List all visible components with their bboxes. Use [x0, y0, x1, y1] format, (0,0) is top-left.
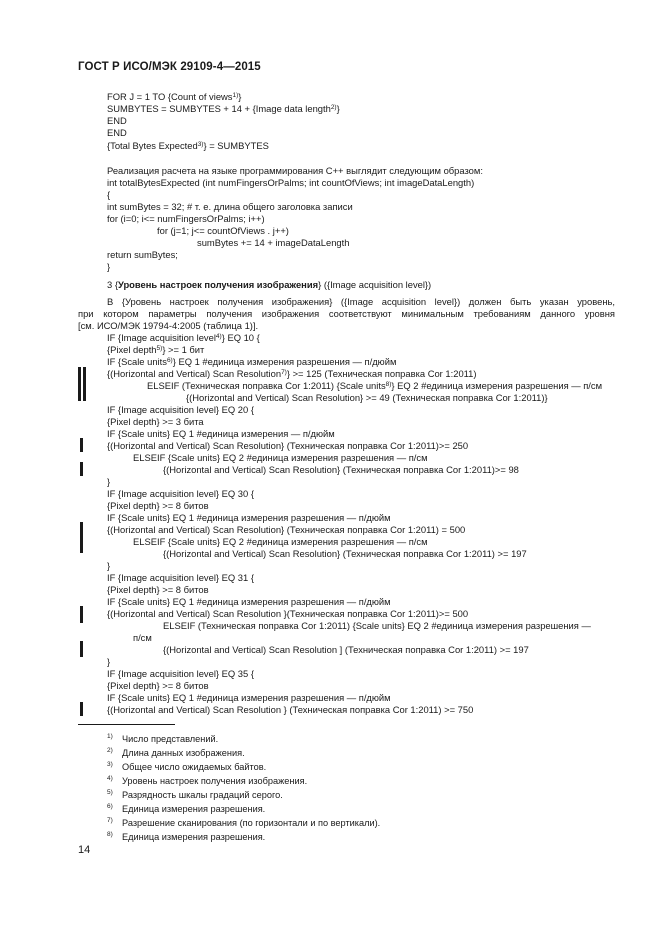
rule-line: IF {Image acquisition level} EQ 30 {: [107, 488, 254, 499]
change-bar: [80, 522, 83, 553]
cpp-line: for (i=0; i<= numFingersOrPalms; i++): [107, 213, 265, 224]
code-line-sumbytes: SUMBYTES = SUMBYTES + 14 + {Image data length$^{2)}$}: [107, 103, 340, 114]
code-line-total: {Total Bytes Expected$^{3)}$} = SUMBYTES: [107, 140, 269, 151]
change-bar: [78, 367, 81, 401]
rule-line: IF {Image acquisition level} EQ 31 {: [107, 572, 254, 583]
rule-line: {(Horizontal and Vertical) Scan Resolution} >= 49 (Техническая поправка Cor 1:2011)}: [186, 392, 548, 403]
rule-line: {(Horizontal and Vertical) Scan Resolution} (Техническая поправка Cor 1:2011) = 500: [107, 524, 466, 535]
code-line-end: END: [107, 127, 127, 138]
rule-line: п/см: [133, 632, 152, 643]
rule-line: {Pixel depth} >= 8 битов: [107, 680, 209, 691]
document-page: ГОСТ Р ИСО/МЭК 29109-4—2015 FOR J = 1 TO {Count of views$^{1)}$} SUMBYTES = SUMBYTES + 14 + {Image data length$^{2)}$} END END {Total Bytes Expected$^{3)}$} = SUMBYTES Реализация расчета на языке программирования С++ выглядит следующим образом: int totalBytesExpected (int numFingersOrPalms; int countOfViews; int imageDataLength) { int sumBytes = 32; # т. е. длина общего заголовка записи for (i=0; i<= numFingersOrPalms; i++) for (j=1; j<= countOfViews . j++) sumBytes += 14 + imageDataLength return sumBytes; } 3 {Уровень настроек получения изображения} ({Image acquisition level}) В {Уровень настроек получения изображения} ({Image acquisition level}) должен быть указан уровень, при котором параметры получения изображения соответствуют минимальным требованиям данного уровня [см. ИСО/МЭК 19794-4:2005 (таблица 1)]. IF {Image acquisition level$^{4)}$} EQ 10 { {Pixel depth$^{5)}$} >= 1 бит IF {Scale units$^{6)}$} EQ 1 #единица измерения разрешения — п/дюйм {(Horizontal and Vertical) Scan Resolution$^{7)}$} >= 125 (Техническая поправка Cor 1:2011) ELSEIF (Техническая поправка Cor 1:2011) {Scale units$^{8)}$} EQ 2 #единица измерения разрешения — п/см {(Horizontal and Vertical) Scan Resolution} >= 49 (Техническая поправка Cor 1:2011)} IF {Image acquisition level} EQ 20 { {Pixel depth} >= 3 бита IF {Scale units} EQ 1 #единица измерения — п/дюйм {(Horizontal and Vertical) Scan Resolution} (Техническая поправка Cor 1:2011)>= 250 ELSEIF {Scale units} EQ 2 #единица измерения разрешения — п/см {(Horizontal and Vertical) Scan Resolution} (Техническая поправка Cor 1:2011)>= 98 } IF {Image acquisition level} EQ 30 { {Pixel depth} >= 8 битов IF {Scale units} EQ 1 #единица измерения разрешения — п/дюйм {(Horizontal and Vertical) Scan Resolution} (Техническая поправка Cor 1:2011) = 500 ELSEIF {Scale units} EQ 2 #единица измерения разрешения — п/см {(Horizontal and Vertical) Scan Resolution} (Техническая поправка Cor 1:2011) >= 197 } IF {Image acquisition level} EQ 31 { {Pixel depth} >= 8 битов IF {Scale units} EQ 1 #единица измерения разрешения — п/дюйм {(Horizontal and Vertical) Scan Resolution }(Техническая поправка Cor 1:2011)>= 500 ELSEIF (Техническая поправка Cor 1:2011) {Scale units} EQ 2 #единица измерения разрешения — п/см {(Horizontal and Vertical) Scan Resolution ] (Техническая поправка Cor 1:2011) >= 197 } IF {Image acquisition level} EQ 35 { {Pixel depth} >= 8 битов IF {Scale units} EQ 1 #единица измерения разрешения — п/дюйм {(Horizontal and Vertical) Scan Resolution } (Техническая поправка Cor 1:2011) >= 750 1) Число представлений. 2) Длина данных изображения. 3) Общее число ожидаемых байтов. 4) Уровень настроек получения изображения. 5) Разрядность шкалы градаций серого. 6) Единица измерения разрешения. 7) Разрешение сканирования (по горизонтали и по вертикали). 8) Единица измерения разрешения. 14: [78, 61, 615, 856]
rule-line: {Pixel depth} >= 8 битов: [107, 500, 209, 511]
change-bar: [80, 702, 83, 716]
change-bar: [80, 606, 83, 623]
rule-line: {(Horizontal and Vertical) Scan Resolution} (Техническая поправка Cor 1:2011)>= 98: [163, 464, 519, 475]
rule-line: IF {Image acquisition level} EQ 20 {: [107, 404, 254, 415]
change-bar: [83, 367, 86, 401]
rule-line: IF {Scale units} EQ 1 #единица измерения разрешения — п/дюйм: [107, 692, 391, 703]
rule-line: {(Horizontal and Vertical) Scan Resolution} (Техническая поправка Cor 1:2011) >= 197: [163, 548, 527, 559]
section-paragraph-line: при котором параметры получения изображения соответствуют минимальным требованиям данного уровня: [78, 308, 615, 319]
cpp-line: }: [107, 261, 111, 272]
rule-line: IF {Image acquisition level$^{4)}$} EQ 10 {: [107, 332, 260, 343]
code-line-end: END: [107, 115, 127, 126]
cpp-line: int totalBytesExpected (int numFingersOrPalms; int countOfViews; int imageDataLength): [107, 177, 475, 188]
rule-line: IF {Scale units$^{6)}$} EQ 1 #единица измерения разрешения — п/дюйм: [107, 356, 397, 367]
rule-line: IF {Scale units} EQ 1 #единица измерения разрешения — п/дюйм: [107, 596, 391, 607]
section-heading: 3 {Уровень настроек получения изображения} ({Image acquisition level}): [107, 279, 432, 290]
cpp-line: {: [107, 189, 111, 200]
rule-line: {(Horizontal and Vertical) Scan Resolution } (Техническая поправка Cor 1:2011) >= 750: [107, 704, 474, 715]
rule-line: {(Horizontal and Vertical) Scan Resolution} (Техническая поправка Cor 1:2011)>= 250: [107, 440, 469, 451]
rule-line: {(Horizontal and Vertical) Scan Resolution }(Техническая поправка Cor 1:2011)>= 500: [107, 608, 469, 619]
rule-line: {Pixel depth} >= 3 бита: [107, 416, 204, 427]
rule-line: {(Horizontal and Vertical) Scan Resolution$^{7)}$} >= 125 (Техническая поправка Cor 1:2011): [107, 368, 477, 379]
rule-line: }: [107, 476, 111, 487]
rule-line: IF {Scale units} EQ 1 #единица измерения разрешения — п/дюйм: [107, 512, 391, 523]
rule-line: {(Horizontal and Vertical) Scan Resolution ] (Техническая поправка Cor 1:2011) >= 197: [163, 644, 529, 655]
rule-line: ELSEIF {Scale units} EQ 2 #единица измерения разрешения — п/см: [133, 536, 428, 547]
change-bar: [80, 462, 83, 476]
section-paragraph-line: [см. ИСО/МЭК 19794-4:2005 (таблица 1)].: [78, 320, 259, 331]
rule-line: IF {Scale units} EQ 1 #единица измерения — п/дюйм: [107, 428, 335, 439]
rule-line: ELSEIF (Техническая поправка Cor 1:2011) {Scale units} EQ 2 #единица измерения разрешения —: [163, 620, 591, 631]
rule-line: IF {Image acquisition level} EQ 35 {: [107, 668, 254, 679]
change-bar: [80, 438, 83, 452]
rule-line: ELSEIF {Scale units} EQ 2 #единица измерения разрешения — п/см: [133, 452, 428, 463]
rule-line: {Pixel depth$^{5)}$} >= 1 бит: [107, 344, 205, 355]
cpp-line: sumBytes += 14 + imageDataLength: [197, 237, 350, 248]
rule-line: {Pixel depth} >= 8 битов: [107, 584, 209, 595]
footnote-separator: [78, 724, 175, 725]
section-paragraph-line: В {Уровень настроек получения изображения} ({Image acquisition level}) должен быть указан уровень,: [107, 296, 615, 307]
rule-line: }: [107, 656, 111, 667]
cpp-line: return sumBytes;: [107, 249, 178, 260]
page-header: ГОСТ Р ИСО/МЭК 29109-4—2015: [78, 61, 261, 73]
change-bar: [80, 641, 83, 657]
page-number: 14: [78, 844, 91, 856]
rule-line: }: [107, 560, 111, 571]
code-line-for: FOR J = 1 TO {Count of views$^{1)}$}: [107, 91, 242, 102]
cpp-intro: Реализация расчета на языке программирования С++ выглядит следующим образом:: [107, 165, 483, 176]
rule-line: ELSEIF (Техническая поправка Cor 1:2011) {Scale units$^{8)}$} EQ 2 #единица измерения разрешения — п/см: [147, 380, 603, 391]
cpp-line: for (j=1; j<= countOfViews . j++): [157, 225, 289, 236]
cpp-line: int sumBytes = 32; # т. е. длина общего заголовка записи: [107, 201, 353, 212]
